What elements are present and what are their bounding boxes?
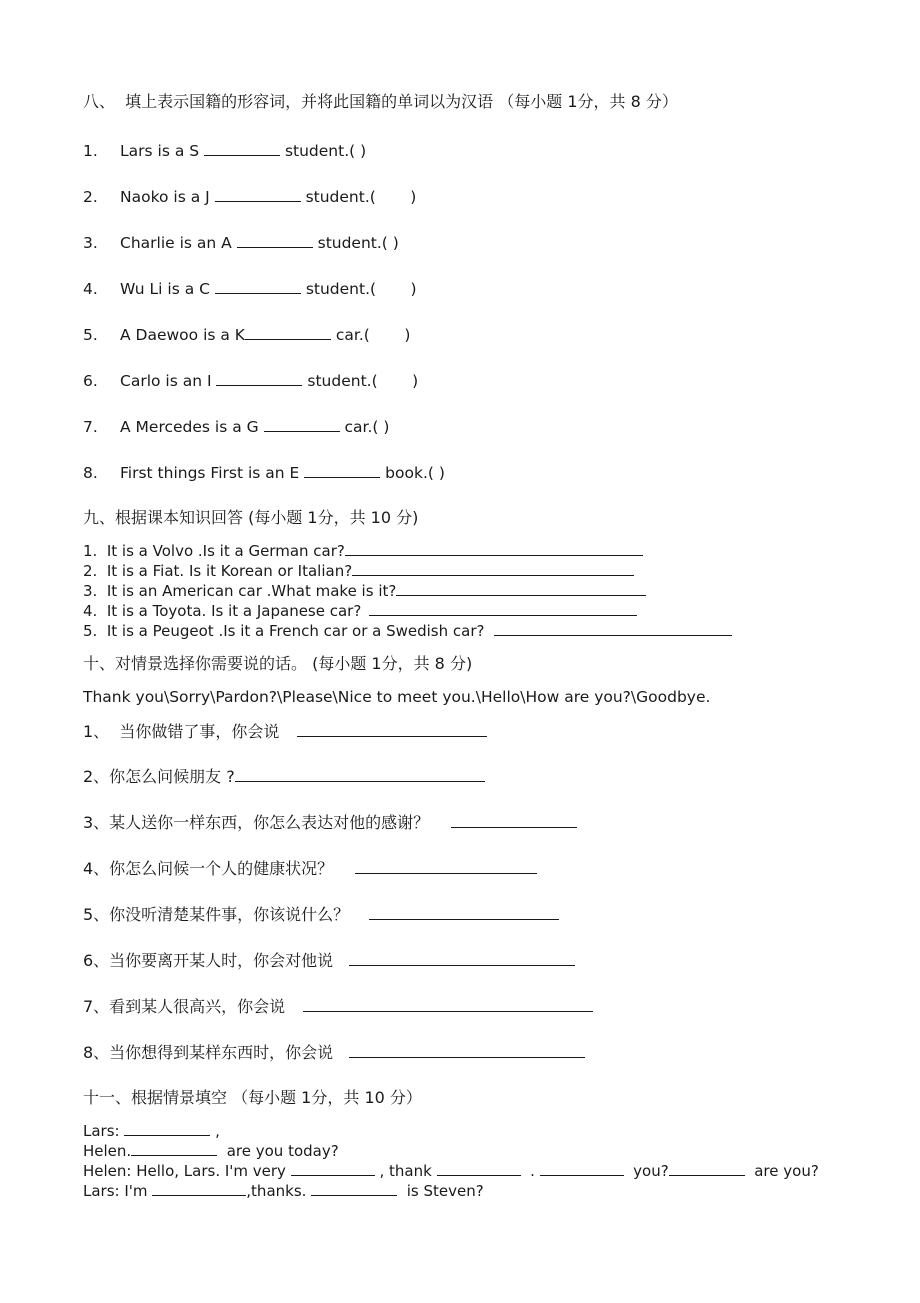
dialog-text: Lars: I'm xyxy=(83,1182,153,1200)
s8-item-suffix: book.( ) xyxy=(380,464,445,482)
s10-item-3 xyxy=(83,813,577,833)
s9-item-text: 2. It is a Fiat. Is it Korean or Italian? xyxy=(83,562,353,580)
s8-item-text: Lars is a S xyxy=(120,142,205,160)
answer-blank[interactable] xyxy=(131,1141,217,1156)
dialog-text: ,thanks. xyxy=(246,1182,312,1200)
answer-blank[interactable] xyxy=(245,325,331,340)
s9-item-text: 5. It is a Peugeot .Is it a French car or a Swedish car? xyxy=(83,622,485,640)
answer-blank[interactable] xyxy=(291,1161,375,1176)
dialog-text: Helen. xyxy=(83,1142,132,1160)
answer-blank[interactable] xyxy=(494,621,732,636)
answer-blank[interactable] xyxy=(297,722,487,737)
s8-item-suffix: student.( ) xyxy=(300,280,417,298)
answer-blank[interactable] xyxy=(396,581,646,596)
s8-item-text: Wu Li is a C xyxy=(120,280,215,298)
s9-item-text: 4. It is a Toyota. Is it a Japanese car? xyxy=(83,602,362,620)
s11-line-4 xyxy=(83,1181,484,1201)
answer-blank[interactable] xyxy=(124,1121,210,1136)
s8-item-3 xyxy=(83,233,399,253)
dialog-text: Lars: xyxy=(83,1122,125,1140)
section-11-heading: 十一、根据情景填空 （每小题 1分，共 10 分） xyxy=(83,1088,422,1107)
s10-item-text: 4、你怎么问候一个人的健康状况？ xyxy=(83,859,334,878)
s8-item-suffix: student.( ) xyxy=(302,372,419,390)
s8-item-num: 8. xyxy=(83,464,98,482)
answer-blank[interactable] xyxy=(235,767,485,782)
s8-item-num: 5. xyxy=(83,326,98,344)
dialog-text: , thank xyxy=(374,1162,437,1180)
s8-item-6 xyxy=(83,371,418,391)
s8-item-text: A Daewoo is a K xyxy=(120,326,245,344)
s8-item-1 xyxy=(83,141,366,161)
answer-blank[interactable] xyxy=(451,813,577,828)
s8-item-text: Carlo is an I xyxy=(120,372,217,390)
s9-item-5 xyxy=(83,621,732,641)
dialog-text: is Steven? xyxy=(397,1182,484,1200)
s9-item-text: 3. It is an American car .What make is it? xyxy=(83,582,397,600)
dialog-text: you? xyxy=(623,1162,669,1180)
s10-item-text: 7、看到某人很高兴，你会说 xyxy=(83,997,286,1016)
s8-item-num: 2. xyxy=(83,188,98,206)
answer-blank[interactable] xyxy=(345,541,643,556)
s11-line-1 xyxy=(83,1121,220,1141)
answer-blank[interactable] xyxy=(264,417,340,432)
s10-item-7 xyxy=(83,997,593,1017)
s9-item-2 xyxy=(83,561,634,581)
s9-item-3 xyxy=(83,581,646,601)
answer-blank[interactable] xyxy=(215,279,301,294)
s11-line-2 xyxy=(83,1141,339,1161)
answer-blank[interactable] xyxy=(349,951,575,966)
answer-blank[interactable] xyxy=(349,1043,585,1058)
s10-item-2 xyxy=(83,767,485,787)
section-10-heading: 十、对情景选择你需要说的话。 (每小题 1分，共 8 分) xyxy=(83,654,473,673)
s10-item-text: 1、 当你做错了事，你会说 xyxy=(83,722,280,741)
answer-blank[interactable] xyxy=(216,371,302,386)
dialog-text: are you? xyxy=(744,1162,819,1180)
s10-item-5 xyxy=(83,905,559,925)
answer-blank[interactable] xyxy=(355,859,537,874)
s9-item-1 xyxy=(83,541,643,561)
s10-item-text: 2、你怎么问候朋友 ? xyxy=(83,767,235,786)
s10-item-text: 6、当你要离开某人时，你会对他说 xyxy=(83,951,334,970)
dialog-text: Helen: Hello, Lars. I'm very xyxy=(83,1162,291,1180)
s9-item-4 xyxy=(83,601,637,621)
s8-item-num: 4. xyxy=(83,280,98,298)
s10-item-text: 3、某人送你一样东西，你怎么表达对他的感谢？ xyxy=(83,813,430,832)
answer-blank[interactable] xyxy=(304,463,380,478)
answer-blank[interactable] xyxy=(669,1161,745,1176)
s8-item-num: 3. xyxy=(83,234,98,252)
s8-item-suffix: student.( ) xyxy=(312,234,399,252)
s8-item-text: A Mercedes is a G xyxy=(120,418,264,436)
s10-item-text: 8、当你想得到某样东西时，你会说 xyxy=(83,1043,334,1062)
s8-item-text: Charlie is an A xyxy=(120,234,237,252)
section-8-heading: 八、 填上表示国籍的形容词，并将此国籍的单词以为汉语 （每小题 1分，共 8 分） xyxy=(83,92,678,111)
s11-line-3 xyxy=(83,1161,819,1181)
s8-item-7 xyxy=(83,417,389,437)
s8-item-text: Naoko is a J xyxy=(120,188,215,206)
section-9-heading: 九、根据课本知识回答 (每小题 1分，共 10 分) xyxy=(83,508,419,527)
answer-blank[interactable] xyxy=(237,233,313,248)
answer-blank[interactable] xyxy=(369,905,559,920)
dialog-text: . xyxy=(520,1162,540,1180)
s8-item-text: First things First is an E xyxy=(120,464,305,482)
s10-item-4 xyxy=(83,859,537,879)
s10-options: Thank you\Sorry\Pardon?\Please\Nice to meet you.\Hello\How are you?\Goodbye. xyxy=(83,688,711,706)
answer-blank[interactable] xyxy=(437,1161,521,1176)
answer-blank[interactable] xyxy=(352,561,634,576)
answer-blank[interactable] xyxy=(369,601,637,616)
s10-item-text: 5、你没听清楚某件事，你该说什么？ xyxy=(83,905,350,924)
dialog-text: are you today? xyxy=(217,1142,339,1160)
s10-item-1 xyxy=(83,722,487,742)
s8-item-4 xyxy=(83,279,417,299)
s8-item-5 xyxy=(83,325,410,345)
s10-item-6 xyxy=(83,951,575,971)
answer-blank[interactable] xyxy=(215,187,301,202)
s8-item-num: 7. xyxy=(83,418,98,436)
s8-item-num: 6. xyxy=(83,372,98,390)
s8-item-num: 1. xyxy=(83,142,98,160)
s10-item-8 xyxy=(83,1043,585,1063)
answer-blank[interactable] xyxy=(152,1181,246,1196)
answer-blank[interactable] xyxy=(540,1161,624,1176)
s8-item-suffix: student.( ) xyxy=(300,188,417,206)
s8-item-2 xyxy=(83,187,416,207)
s8-item-8 xyxy=(83,463,445,483)
answer-blank[interactable] xyxy=(204,141,280,156)
dialog-text: , xyxy=(210,1122,220,1140)
answer-blank[interactable] xyxy=(311,1181,397,1196)
s8-item-suffix: student.( ) xyxy=(280,142,367,160)
s9-item-text: 1. It is a Volvo .Is it a German car? xyxy=(83,542,345,560)
s8-item-suffix: car.( ) xyxy=(330,326,411,344)
answer-blank[interactable] xyxy=(303,997,593,1012)
s8-item-suffix: car.( ) xyxy=(339,418,390,436)
